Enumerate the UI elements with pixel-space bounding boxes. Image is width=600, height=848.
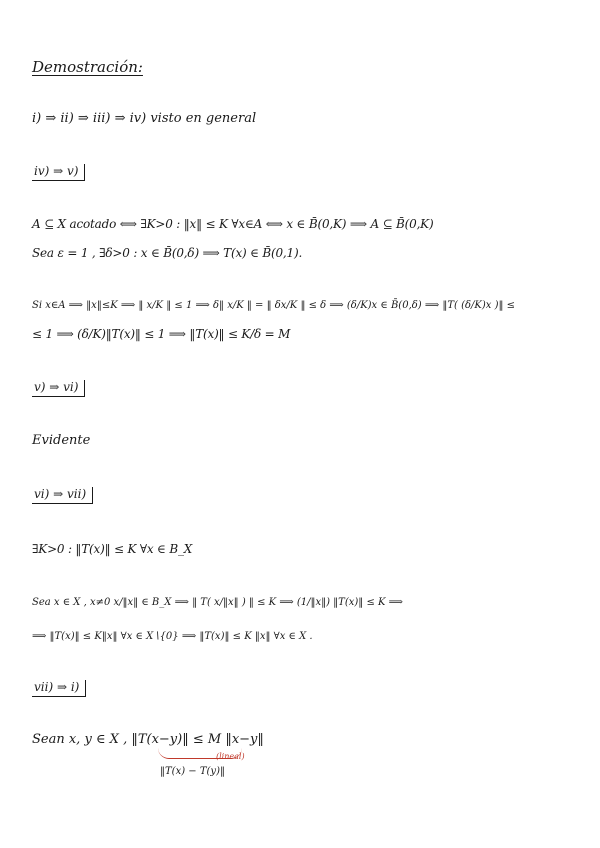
step4-line-2: ‖T(x) − T(y)‖ (160, 766, 225, 777)
step-label-vii-i: vii) ⇒ i) (32, 680, 86, 697)
step1-line-2: Sea ε = 1 , ∃δ>0 : x ∈ B̄(0,δ) ⟹ T(x) ∈ B̄(0,1). (32, 246, 303, 260)
step1-line-4: ≤ 1 ⟹ (δ/K)‖T(x)‖ ≤ 1 ⟹ ‖T(x)‖ ≤ K/δ = M (32, 327, 291, 341)
proof-heading: Demostración: (32, 58, 143, 76)
step-label-v-vi: v) ⇒ vi) (32, 380, 85, 397)
implication-chain-line: i) ⇒ ii) ⇒ iii) ⇒ iv) visto en general (32, 111, 257, 126)
step1-line-1: A ⊆ X acotado ⟺ ∃K>0 : ‖x‖ ≤ K ∀x∈A ⟺ x ∈ B̄(0,K) ⟹ A ⊆ B̄(0,K) (32, 217, 434, 231)
step1-line-3: Si x∈A ⟹ ‖x‖≤K ⟹ ‖ x/K ‖ ≤ 1 ⟹ δ‖ x/K ‖ = ‖ δx/K ‖ ≤ δ ⟹ (δ/K)x ∈ B̄(0,δ) ⟹ ‖T( (δ/K)x )‖ ≤ (32, 300, 516, 311)
step3-line-2: Sea x ∈ X , x≠0 x/‖x‖ ∈ B_X ⟹ ‖ T( x/‖x‖ ) ‖ ≤ K ⟹ (1/‖x‖) ‖T(x)‖ ≤ K ⟹ (32, 597, 404, 608)
step-label-iv-v: iv) ⇒ v) (32, 164, 85, 181)
step4-line-1: Sean x, y ∈ X , ‖T(x−y)‖ ≤ M ‖x−y‖ (32, 732, 264, 747)
step-label-vi-vii: vi) ⇒ vii) (32, 487, 93, 504)
step2-line-1: Evidente (32, 433, 91, 448)
lineal-annotation: (lineal) (216, 752, 245, 761)
step3-line-1: ∃K>0 : ‖T(x)‖ ≤ K ∀x ∈ B_X (32, 542, 193, 556)
step3-line-3: ⟹ ‖T(x)‖ ≤ K‖x‖ ∀x ∈ X∖{0} ⟹ ‖T(x)‖ ≤ K ‖x‖ ∀x ∈ X . (32, 631, 313, 642)
